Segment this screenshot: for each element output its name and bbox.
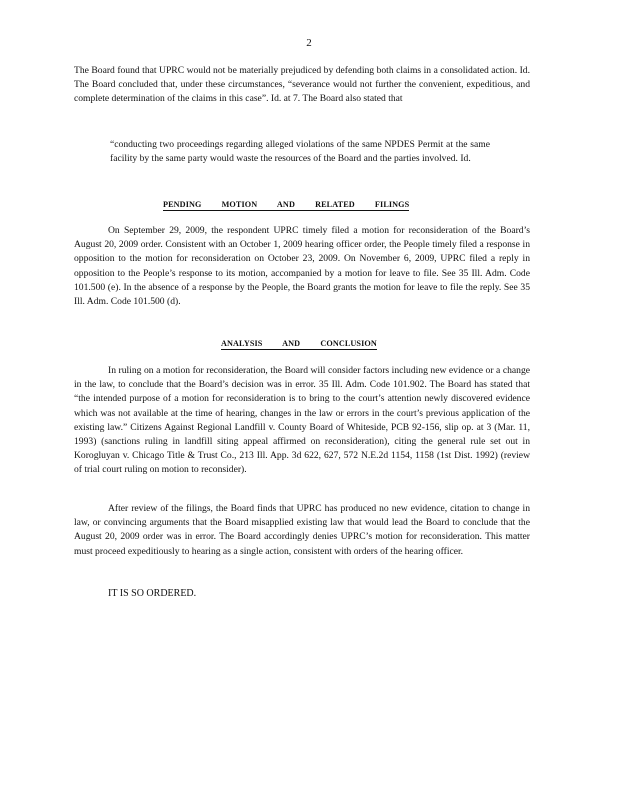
block-quote: “conducting two proceedings regarding alleged violations of the same NPDES Permit at the same facility by the same party would waste the resources of the Board and the parties involved. Id. xyxy=(110,139,490,165)
paragraph-ruling-standard: In ruling on a motion for reconsideration, the Board will consider factors including new evidence or a change in the law, to conclude that the Board’s decision was in error. 35 Ill. Adm. Code 101.902. The Board has stated that “the intended purpose of a motion for reconsideration is to bring to the court’s attention newly discovered evidence which was not available at the time of hearing, changes in the law or errors in the court’s previous application of the existing law.” Citizens Against Regional Landfill v. County Board of Whiteside, PCB 92-156, slip op. at 3 (Mar. 11, 1993) (sanctions ruling in landfill siting appeal affirmed on reconsideration), citing the general rule set out in Korogluyan v. Chicago Title & Trust Co., 213 Ill. App. 3d 622, 627, 572 N.E.2d 1154, 1158 (1st Dist. 1992) (review of trial court ruling on motion to reconsider). xyxy=(74,365,530,476)
paragraph-pending-motion: On September 29, 2009, the respondent UPRC timely filed a motion for reconsideration of the Board’s August 20, 2009 order. Consistent with an October 1, 2009 hearing officer order, the People timely filed a response in opposition to the motion for reconsideration on October 23, 2009. On November 6, 2009, UPRC filed a reply in opposition to the People’s response to its motion, accompanied by a motion for leave to file. See 35 Ill. Adm. Code 101.500 (e). In the absence of a response by the People, the Board grants the motion for leave to file the reply. See 35 Ill. Adm. Code 101.500 (d). xyxy=(74,225,530,308)
heading-analysis-conclusion: ANALYSIS AND CONCLUSION xyxy=(221,339,377,348)
heading-pending-motion: PENDING MOTION AND RELATED FILINGS xyxy=(163,200,410,209)
paragraph-review-conclusion: After review of the filings, the Board finds that UPRC has produced no new evidence, citation to change in law, or convincing arguments that the Board misapplied existing law that would lead the Board to conclude that the August 20, 2009 order was in error. The Board accordingly denies UPRC’s motion for reconsideration. This matter must proceed expeditiously to hearing as a single action, consistent with orders of the hearing officer. xyxy=(74,503,530,557)
blank-page-area xyxy=(74,640,530,780)
page-number: 2 xyxy=(306,37,312,49)
paragraph-board-found: The Board found that UPRC would not be materially prejudiced by defending both claims in a consolidated action. Id. The Board concluded that, under these circumstances, “severance would not further the convenient, expeditious, and complete determination of the claims in this case”. Id. at 7. The Board also stated that xyxy=(74,65,530,105)
order-statement: IT IS SO ORDERED. xyxy=(108,588,197,599)
